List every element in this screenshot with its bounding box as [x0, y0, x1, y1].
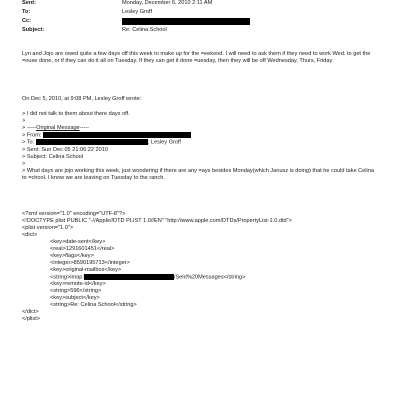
to-label: To:	[22, 9, 31, 15]
plist-line: <real>1291601451</real>	[50, 245, 115, 252]
plist-line: <key>flags</key>	[50, 252, 94, 259]
redaction-bar	[43, 132, 191, 138]
subject-value: Re: Celina School	[122, 27, 167, 33]
cc-value	[122, 18, 362, 26]
cc-label: Cc:	[22, 18, 32, 24]
quoted-message	[22, 96, 378, 182]
to-row	[22, 9, 362, 16]
to-value: Lesley Groff	[122, 9, 153, 15]
plist-line: <string>Re: Celina School</string>	[50, 302, 137, 309]
quote-question: > What days are jojo working this week, just wondering if there are any =ays besides Monday(which Janusz is doing) that he could take Celina to =chool. I know we are leaving on Tuesday to the ranch.	[22, 167, 374, 181]
redaction-bar	[84, 274, 174, 280]
plist-line: <dict>	[22, 231, 38, 238]
sent-value: Monday, December 6, 2010 2:11 AM	[122, 0, 213, 6]
subject-row	[22, 27, 362, 34]
quote-sent-line: > Sent: Sun Dec 05 21:06:22 2010	[22, 146, 108, 153]
plist-line: <key>date-sent</key>	[50, 238, 106, 245]
quote-subject-line: > Subject: Celina School	[22, 153, 84, 160]
sent-label: Sent:	[22, 0, 36, 6]
plist-line: <key>original-mailbox</key>	[50, 266, 122, 273]
subject-label: Subject:	[22, 27, 45, 33]
quote-line: > I did not talk to them about there days off.	[22, 110, 130, 117]
plist-line: <plist version="1.0">	[22, 224, 74, 231]
quote-line: >	[22, 117, 26, 124]
quote-line: >	[22, 160, 26, 167]
plist-line: <string>imap: /Sent%20Messages</string>	[50, 274, 246, 281]
cc-row	[22, 18, 362, 26]
redaction-bar	[36, 139, 148, 145]
quote-header: On Dec 5, 2010, at 9:08 PM, Lesley Groff wrote:	[22, 96, 142, 102]
quote-from-line: > From:	[22, 132, 378, 139]
reply-paragraph: Lyn and Jojo are owed quite a few days off this week to make up for the =eekend. I will need to ask them if they need to work Wed. to get the =ouse done, or if they can do it all on Tuesday. If they can get it done =uesday, then they will be off Wednesday, Thurs, Friday	[22, 51, 371, 64]
plist-line: </dict>	[22, 309, 39, 316]
original-message-marker: > -----Original Message-----	[22, 124, 89, 131]
plist-line: <key>remote-id</key>	[50, 281, 106, 288]
plist-line: <string>596</string>	[50, 288, 102, 295]
plist-line: <key>subject</key>	[50, 295, 100, 302]
redaction-bar	[122, 18, 250, 25]
plist-line: <?xml version="1.0" encoding="UTF-8"?>	[22, 211, 126, 217]
sent-row	[22, 0, 362, 7]
quote-to-line: > To: ; Lesley Groff	[22, 139, 181, 146]
plist-block	[22, 211, 378, 323]
plist-line: </plist>	[22, 316, 41, 323]
plist-line: <!DOCTYPE plist PUBLIC "-//Apple//DTD PLIST 1.0//EN" "http://www.apple.com/DTDs/PropertyList-1.0.dtd">	[22, 217, 292, 224]
plist-line: <integer>8590195713</integer>	[50, 259, 130, 266]
